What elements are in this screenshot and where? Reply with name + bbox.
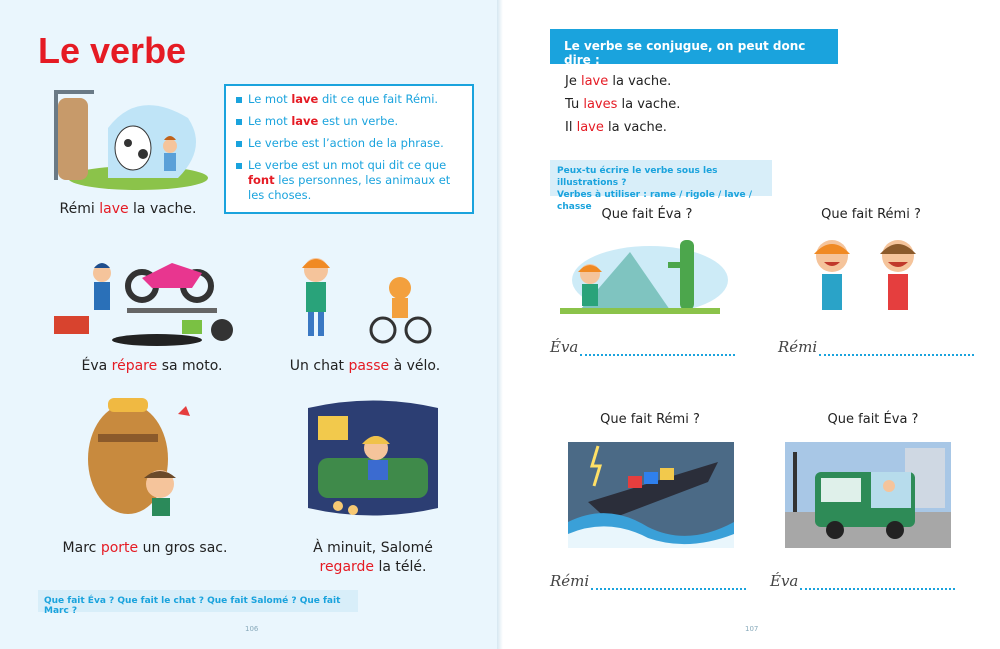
answer-prefix: Rémi (550, 572, 590, 590)
salome-watching-tv-illustration (298, 398, 448, 522)
bottom-questions: Que fait Éva ? Que fait le chat ? Que fait Salomé ? Que fait Marc ? (38, 590, 358, 612)
rule-text: est un verbe. (318, 114, 399, 128)
caption-text: à vélo. (389, 358, 441, 374)
verb-highlight: regarde (319, 559, 375, 575)
eva-street-sweeper-illustration (785, 442, 951, 548)
caption-text: Un chat (289, 358, 349, 374)
answer-prefix: Éva (770, 572, 799, 590)
answer-line[interactable] (778, 338, 974, 356)
eva-hunting-illustration (550, 232, 730, 318)
answer-prefix: Éva (550, 338, 579, 356)
exercise-question: Que fait Rémi ? (821, 207, 921, 222)
conjugation-header: Le verbe se conjugue, on peut donc dire : (550, 29, 838, 64)
verb-highlight: porte (100, 540, 139, 556)
verb-highlight: lave (580, 74, 609, 89)
rule-verb: lave (291, 114, 319, 128)
instruction-line: Peux-tu écrire le verbe sous les illustrations ? (557, 166, 718, 188)
rules-box (224, 84, 474, 214)
answer-dotted-line[interactable] (819, 340, 974, 356)
answer-dotted-line[interactable] (800, 574, 955, 590)
pronoun: Il (565, 120, 577, 135)
answer-dotted-line[interactable] (580, 340, 735, 356)
bullet-icon (236, 163, 242, 169)
rule-item (236, 92, 462, 107)
remi-laughing-illustration (800, 232, 930, 316)
verb-highlight: laves (583, 97, 618, 112)
caption-salome (288, 539, 458, 577)
caption-eva (52, 357, 252, 376)
conj-text: la vache. (617, 97, 681, 112)
page-number-right: 107 (745, 625, 759, 633)
bullet-icon (236, 141, 242, 147)
answer-line[interactable] (770, 572, 955, 590)
exercise-question: Que fait Éva ? (827, 412, 919, 427)
eva-repairing-moto-illustration (52, 248, 252, 348)
caption-text: Éva (81, 358, 112, 374)
rule-text: Le mot (248, 114, 292, 128)
answer-dotted-line[interactable] (591, 574, 746, 590)
rule-text: Le verbe est un mot qui dit ce que (248, 158, 447, 172)
marc-carrying-bag-illustration (68, 394, 218, 522)
conj-text: la vache. (603, 120, 667, 135)
instruction-line: Verbes à utiliser : rame / rigole / lave / chasse (557, 190, 752, 212)
caption-remi (48, 200, 208, 219)
instructions-box (550, 160, 772, 212)
caption-text: Marc (62, 540, 101, 556)
caption-text: un gros sac. (138, 540, 228, 556)
rule-item (236, 136, 462, 151)
conjugation-line (565, 74, 671, 89)
verb-highlight: répare (111, 358, 158, 374)
pronoun: Je (565, 74, 581, 89)
cat-on-bike-illustration (288, 250, 438, 346)
caption-text: Rémi (59, 201, 100, 217)
verb-highlight: lave (99, 201, 129, 217)
caption-chat (280, 357, 450, 376)
rule-item (236, 158, 462, 203)
book-gutter (497, 0, 503, 649)
rule-verb: font (248, 173, 275, 187)
exercise-question: Que fait Éva ? (601, 207, 693, 222)
rule-text: Le mot (248, 92, 292, 106)
caption-marc (55, 539, 235, 558)
caption-text: la télé. (374, 559, 427, 575)
pronoun: Tu (565, 97, 584, 112)
exercise-question: Que fait Rémi ? (600, 412, 700, 427)
page-number-left: 106 (245, 625, 259, 633)
answer-prefix: Rémi (778, 338, 818, 356)
answer-line[interactable] (550, 338, 735, 356)
remi-rowing-storm-illustration (568, 442, 734, 548)
remi-washing-cow-illustration (48, 88, 208, 190)
conjugation-line (565, 120, 667, 135)
rule-verb: lave (291, 92, 319, 106)
answer-line[interactable] (550, 572, 746, 590)
rule-text: Le verbe est l’action de la phrase. (248, 136, 444, 150)
verb-highlight: passe (348, 358, 390, 374)
bullet-icon (236, 119, 242, 125)
rule-text: dit ce que fait Rémi. (318, 92, 439, 106)
verb-highlight: lave (576, 120, 604, 135)
caption-text: la vache. (128, 201, 197, 217)
rule-text: les personnes, les animaux et les choses. (248, 173, 451, 202)
page-title: Le verbe (38, 30, 187, 71)
conj-text: la vache. (608, 74, 672, 89)
bullet-icon (236, 97, 242, 103)
caption-text: À minuit, Salomé (313, 540, 433, 556)
caption-text: sa moto. (157, 358, 223, 374)
conjugation-line (565, 97, 680, 112)
rule-item (236, 114, 462, 129)
